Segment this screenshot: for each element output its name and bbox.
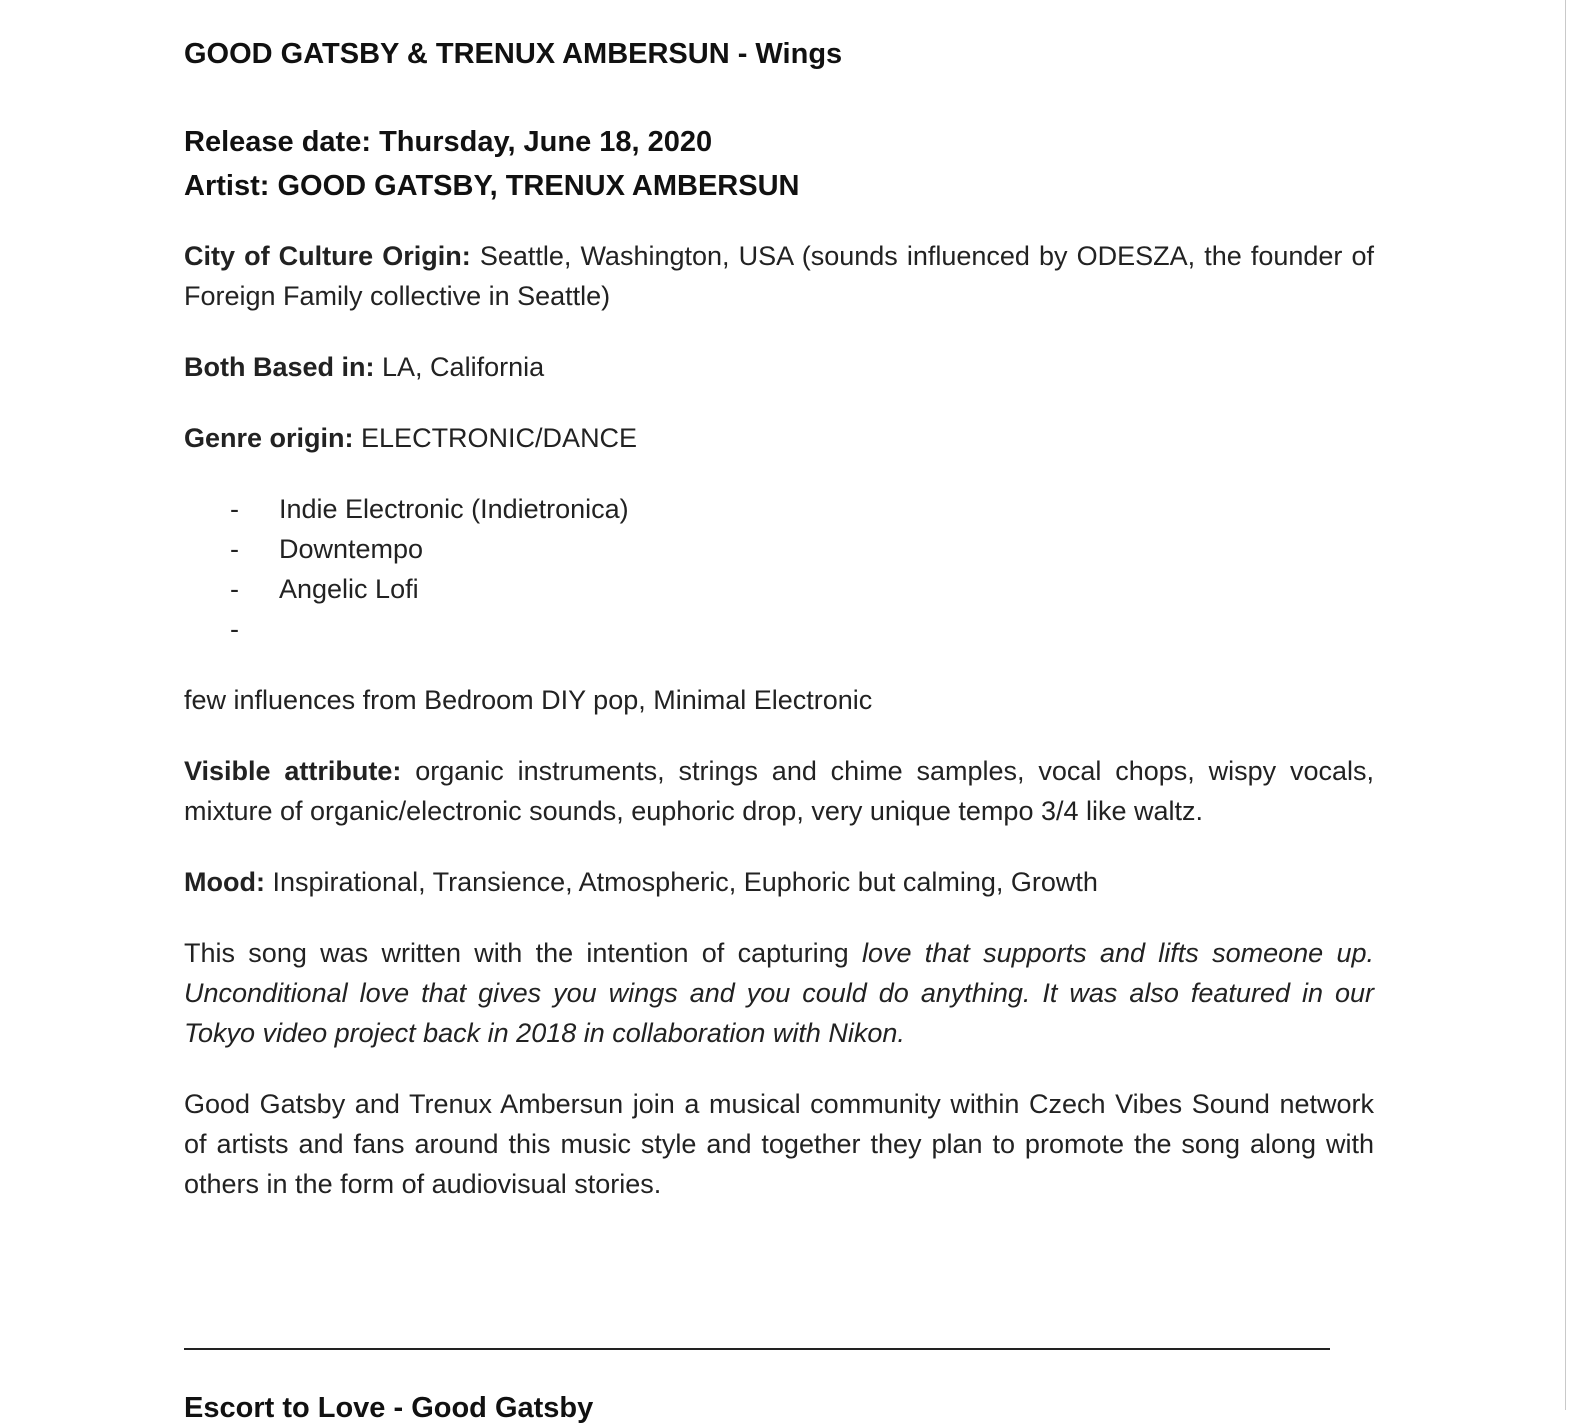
artist-value: GOOD GATSBY, TRENUX AMBERSUN: [277, 170, 800, 202]
intention-italic: love that supports and lifts someone up. Unconditional love that gives you wings and you could do anything. It was also featured in our Tokyo video project back in 2018 in collaboration with Nikon.: [184, 938, 1374, 1048]
city-value: Seattle, Washington, USA (sounds influenced by ODESZA, the founder of Foreign Family collective in Seattle): [184, 241, 1374, 311]
genre-paragraph: [184, 418, 1374, 458]
list-item: [184, 529, 1374, 569]
list-dash: -: [230, 494, 239, 524]
genre-label: Genre origin:: [184, 423, 354, 453]
artist-line: [184, 164, 1374, 208]
intention-lead: This song was written with the intention of capturing: [184, 938, 862, 968]
list-dash: -: [230, 574, 239, 604]
based-value: LA, California: [382, 352, 545, 382]
list-dash: -: [230, 614, 239, 644]
based-label: Both Based in:: [184, 352, 375, 382]
release-date-line: [184, 120, 1374, 164]
list-item: [184, 609, 1374, 649]
city-label: City of Culture Origin:: [184, 241, 471, 271]
next-section-heading: Escort to Love - Good Gatsby: [184, 1392, 594, 1424]
visible-attribute-paragraph: [184, 751, 1374, 831]
genre-list: [184, 489, 1374, 649]
visible-attribute-label: Visible attribute:: [184, 756, 402, 786]
list-item: [184, 489, 1374, 529]
visible-attribute-value: organic instruments, strings and chime samples, vocal chops, wispy vocals, mixture of organic/electronic sounds, euphoric drop, very unique tempo 3/4 like waltz.: [184, 756, 1374, 826]
horizontal-rule: [184, 1348, 1330, 1350]
list-item-text: Downtempo: [279, 534, 424, 564]
document-body: [184, 34, 1374, 1235]
influences-paragraph: few influences from Bedroom DIY pop, Minimal Electronic: [184, 685, 873, 715]
list-dash: -: [230, 534, 239, 564]
list-item-text: Indie Electronic (Indietronica): [279, 494, 629, 524]
document-title: GOOD GATSBY & TRENUX AMBERSUN - Wings: [184, 38, 843, 70]
release-date-label: Release date:: [184, 126, 371, 158]
based-paragraph: [184, 347, 1374, 387]
list-item: [184, 569, 1374, 609]
mood-value: Inspirational, Transience, Atmospheric, Euphoric but calming, Growth: [272, 867, 1098, 897]
community-paragraph: Good Gatsby and Trenux Ambersun join a musical community within Czech Vibes Sound network of artists and fans around this music style and together they plan to promote the song along with others in the form of audiovisual stories.: [184, 1089, 1374, 1199]
city-paragraph: [184, 236, 1374, 316]
list-item-text: Angelic Lofi: [279, 574, 419, 604]
mood-label: Mood:: [184, 867, 265, 897]
release-date-value: Thursday, June 18, 2020: [379, 126, 713, 158]
genre-value: ELECTRONIC/DANCE: [361, 423, 638, 453]
release-meta: [184, 120, 1374, 208]
page-edge: [1565, 0, 1566, 1410]
intention-paragraph: [184, 933, 1374, 1053]
mood-paragraph: [184, 862, 1374, 902]
artist-label: Artist:: [184, 170, 270, 202]
